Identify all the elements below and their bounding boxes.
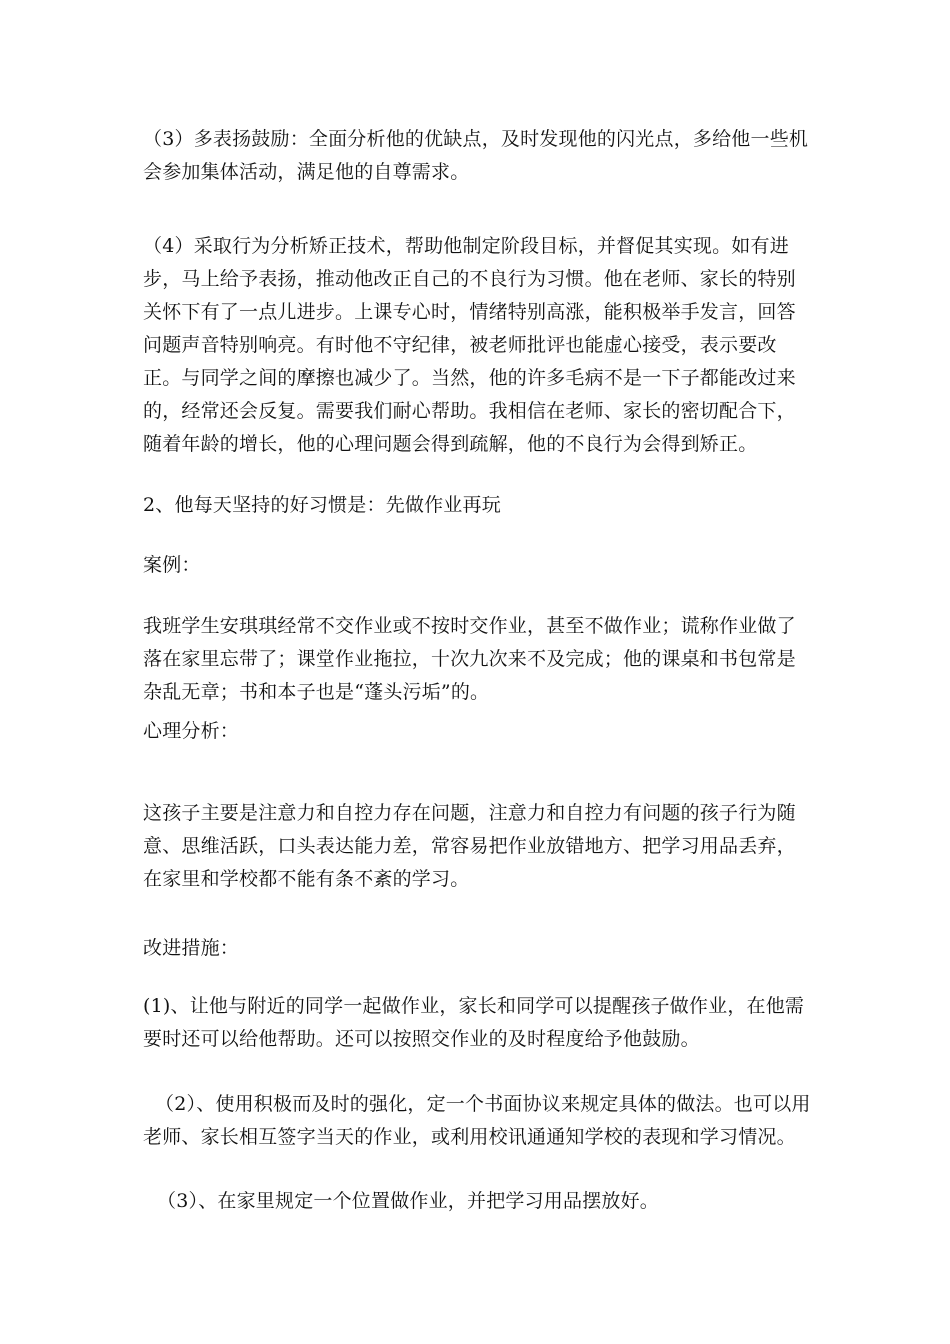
heading-good-habit: 2、他每天坚持的好习惯是：先做作业再玩 [143,494,501,516]
paragraph-measure-4: （4）采取行为分析矫正技术，帮助他制定阶段目标，并督促其实现。如有进步，马上给予表扬，推动他改正自己的不良行为习惯。他在老师、家长的特别关怀下有了一点儿进步。上课专心时，情绪特别高涨，能积极举手发言，回答问题声音特别响亮。有时他不守纪律，被老师批评也能虚心接受，表示要改正。与同学之间的摩擦也减少了。当然，他的许多毛病不是一下子都能改过来的，经常还会反复。需要我们耐心帮助。我相信在老师、家长的密切配合下，随着年龄的增长，他的心理问题会得到疏解，他的不良行为会得到矫正。 [143,235,796,455]
case-label: 案例： [143,554,201,576]
measure-item-3: （3）、在家里规定一个位置做作业，并把学习用品摆放好。 [157,1190,659,1212]
measure-item-2: （2）、使用积极而及时的强化，定一个书面协议来规定具体的做法。也可以用老师、家长相互签字当天的作业，或利用校讯通通知学校的表现和学习情况。 [143,1093,811,1148]
analysis-paragraph: 这孩子主要是注意力和自控力存在问题，注意力和自控力有问题的孩子行为随意、思维活跃，口头表达能力差，常容易把作业放错地方、把学习用品丢弃，在家里和学校都不能有条不紊的学习。 [143,802,796,890]
analysis-label: 心理分析： [143,720,240,742]
measure-item-1: (1)、让他与附近的同学一起做作业，家长和同学可以提醒孩子做作业，在他需要时还可以给他帮助。还可以按照交作业的及时程度给予他鼓励。 [143,995,805,1050]
paragraph-measure-3: （3）多表扬鼓励：全面分析他的优缺点，及时发现他的闪光点，多给他一些机会参加集体活动，满足他的自尊需求。 [143,128,809,183]
measures-label: 改进措施： [143,937,240,959]
case-paragraph: 我班学生安琪琪经常不交作业或不按时交作业，甚至不做作业；谎称作业做了落在家里忘带了；课堂作业拖拉，十次九次来不及完成；他的课桌和书包常是杂乱无章；书和本子也是“蓬头污垢”的。 [143,615,796,703]
